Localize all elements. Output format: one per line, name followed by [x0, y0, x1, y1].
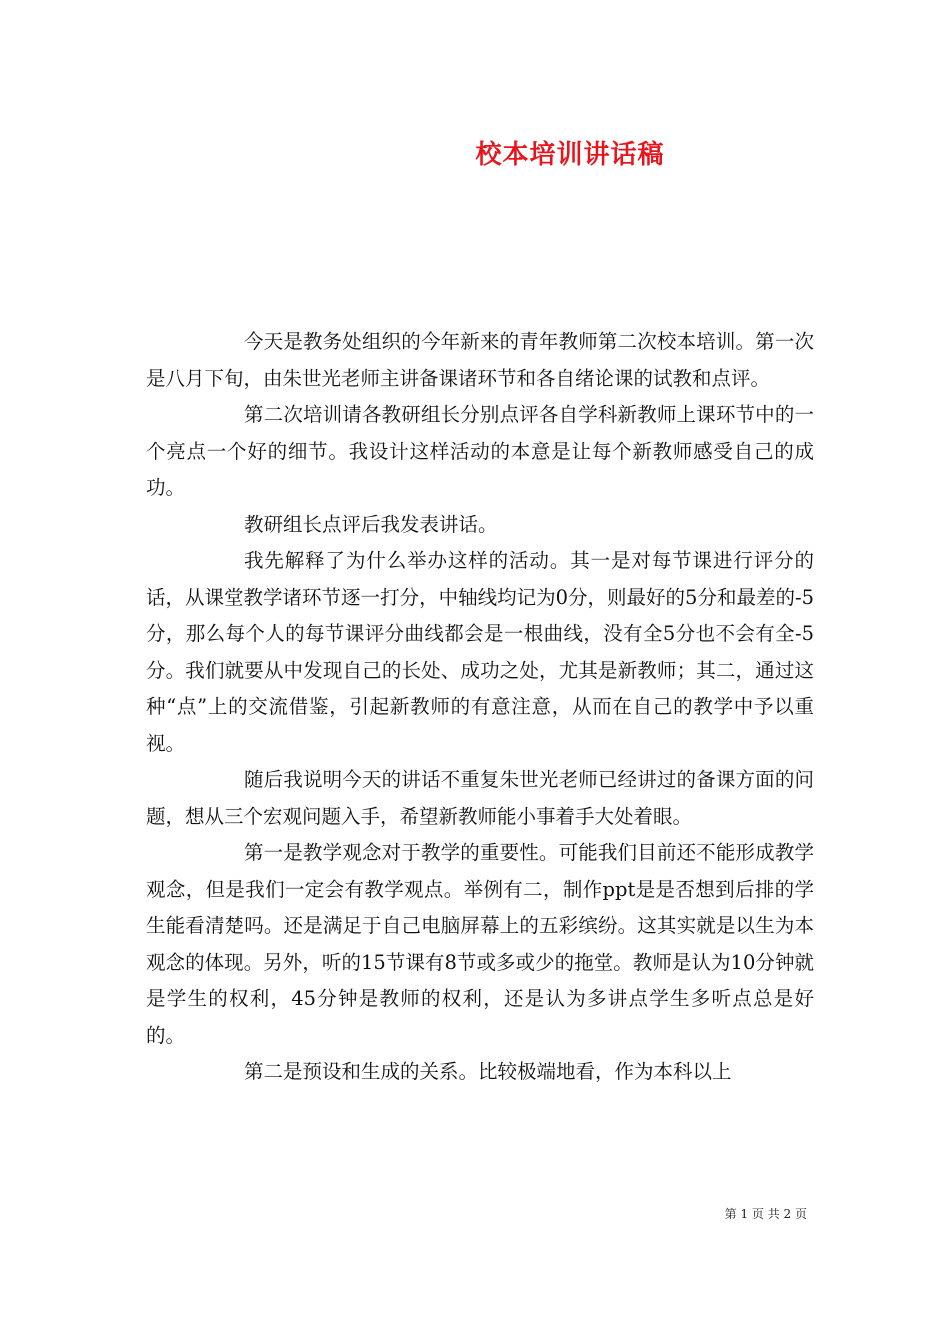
- paragraph-4: 我先解释了为什么举办这样的活动。其一是对每节课进行评分的话，从课堂教学诸环节逐一打分，中轴线均记为0分，则最好的5分和最差的-5分，那么每个人的每节课评分曲线都会是一根曲线，没有全5分也不会有全-5分。我们就要从中发现自己的长处、成功之处，尤其是新教师；其二，通过这种“点”上的交流借鉴，引起新教师的有意注意，从而在自己的教学中予以重视。: [146, 549, 814, 755]
- paragraph-2: 第二次培训请各教研组长分别点评各自学科新教师上课环节中的一个亮点一个好的细节。我设计这样活动的本意是让每个新教师感受自己的成功。: [146, 403, 814, 499]
- document-body: [146, 324, 814, 1091]
- paragraph-7: 第二是预设和生成的关系。比较极端地看，作为本科以上: [244, 1060, 732, 1083]
- page-number-footer: 第 1 页 共 2 页: [724, 1207, 807, 1221]
- paragraph-1: 今天是教务处组织的今年新来的青年教师第二次校本培训。第一次是八月下旬，由朱世光老师主讲备课诸环节和各自绪论课的试教和点评。: [146, 330, 814, 390]
- paragraph-5: 随后我说明今天的讲话不重复朱世光老师已经讲过的备课方面的问题，想从三个宏观问题入手，希望新教师能小事着手大处着眼。: [146, 768, 814, 828]
- document-title-text: 校本培训讲话稿: [475, 140, 665, 170]
- paragraph-6: 第一是教学观念对于教学的重要性。可能我们目前还不能形成教学观念，但是我们一定会有教学观点。举例有二，制作ppt是是否想到后排的学生能看清楚吗。还是满足于自己电脑屏幕上的五彩缤纷。这其实就是以生为本观念的体现。另外，听的15节课有8节或多或少的拖堂。教师是认为10分钟就是学生的权利，45分钟是教师的权利，还是认为多讲点学生多听点总是好的。: [146, 841, 814, 1047]
- document-title: [0, 134, 950, 171]
- paragraph-3: 教研组长点评后我发表讲话。: [244, 512, 498, 536]
